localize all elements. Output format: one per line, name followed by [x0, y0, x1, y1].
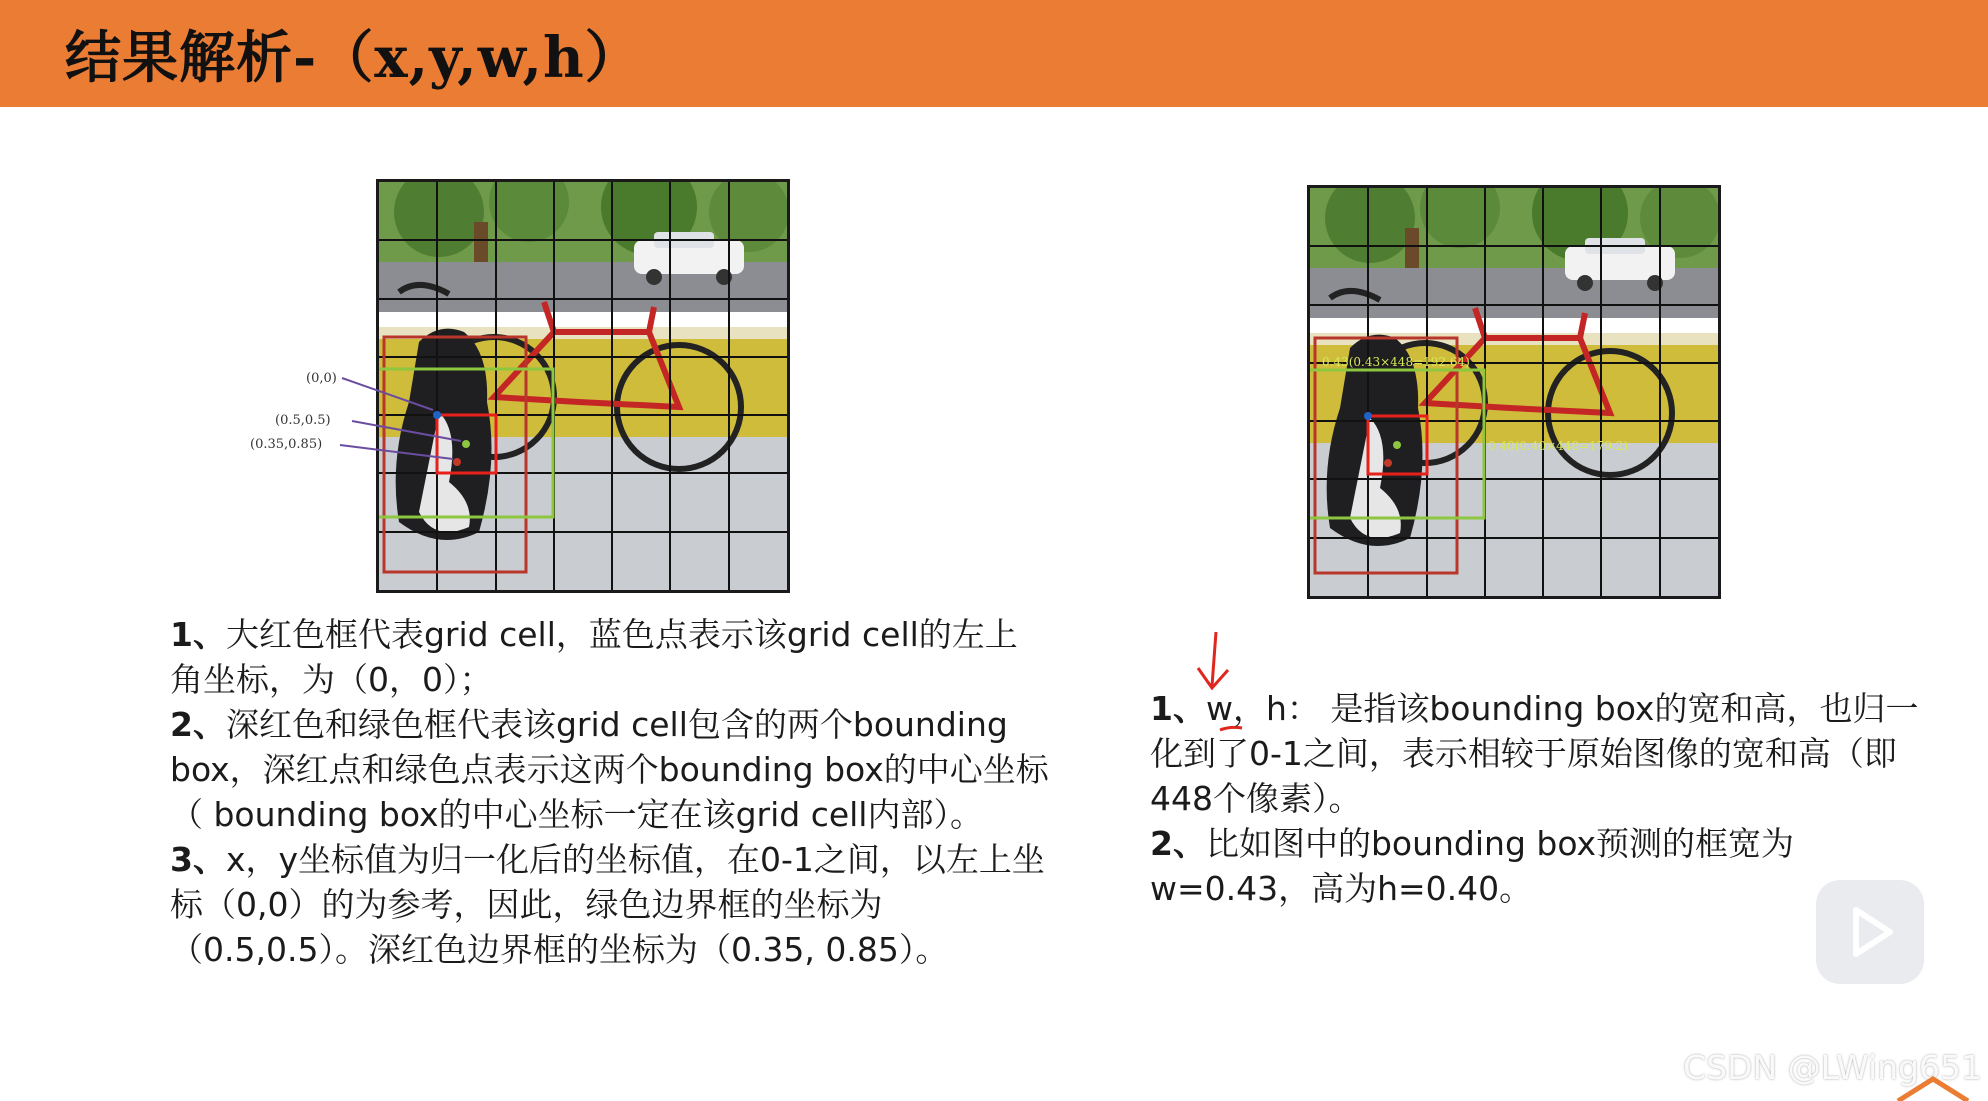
- label-red-center: (0.35,0.85): [250, 437, 323, 452]
- csdn-watermark: CSDN @LWing651: [1683, 1048, 1982, 1087]
- point-label-group: [250, 365, 380, 465]
- page-title: 结果解析-（x,y,w,h）: [65, 25, 642, 91]
- left-item-2: 2、深红色和绿色框代表该grid cell包含的两个bounding box，深红点和绿色点表示这两个bounding box的中心坐标（ bounding box的中心坐标一定在该grid cell内部）。: [170, 705, 1049, 834]
- label-top-left-point: (0,0): [306, 371, 337, 386]
- right-grid-image: [1307, 185, 1721, 599]
- left-explanation: [170, 612, 1050, 972]
- right-item-1: 1、w，h： 是指该bounding box的宽和高，也归一化到了0-1之间，表示相较于原始图像的宽和高（即448个像素）。: [1150, 689, 1919, 818]
- corner-decoration-icon: [1878, 1071, 1988, 1101]
- left-item-3: 3、x，y坐标值为归一化后的坐标值，在0-1之间，以左上坐标（0,0）的为参考，因此，绿色边界框的坐标为（0.5,0.5）。深红色边界框的坐标为（0.35, 0.85）。: [170, 840, 1045, 969]
- video-play-button[interactable]: [1816, 880, 1924, 984]
- right-item-2: 2、比如图中的bounding box预测的框宽为w=0.43，高为h=0.40。: [1150, 824, 1795, 908]
- right-explanation: [1150, 686, 1940, 911]
- left-item-1: 1、大红色框代表grid cell，蓝色点表示该grid cell的左上角坐标，为（0，0）；: [170, 615, 1018, 699]
- label-green-center: (0.5,0.5): [275, 413, 331, 428]
- right-scene-illustration: [1310, 188, 1718, 596]
- h-annotation: 0.40(0.40×448=179.2): [1488, 439, 1629, 453]
- w-annotation: 0.43(0.43×448=192.64): [1322, 355, 1470, 369]
- play-icon: [1816, 880, 1924, 984]
